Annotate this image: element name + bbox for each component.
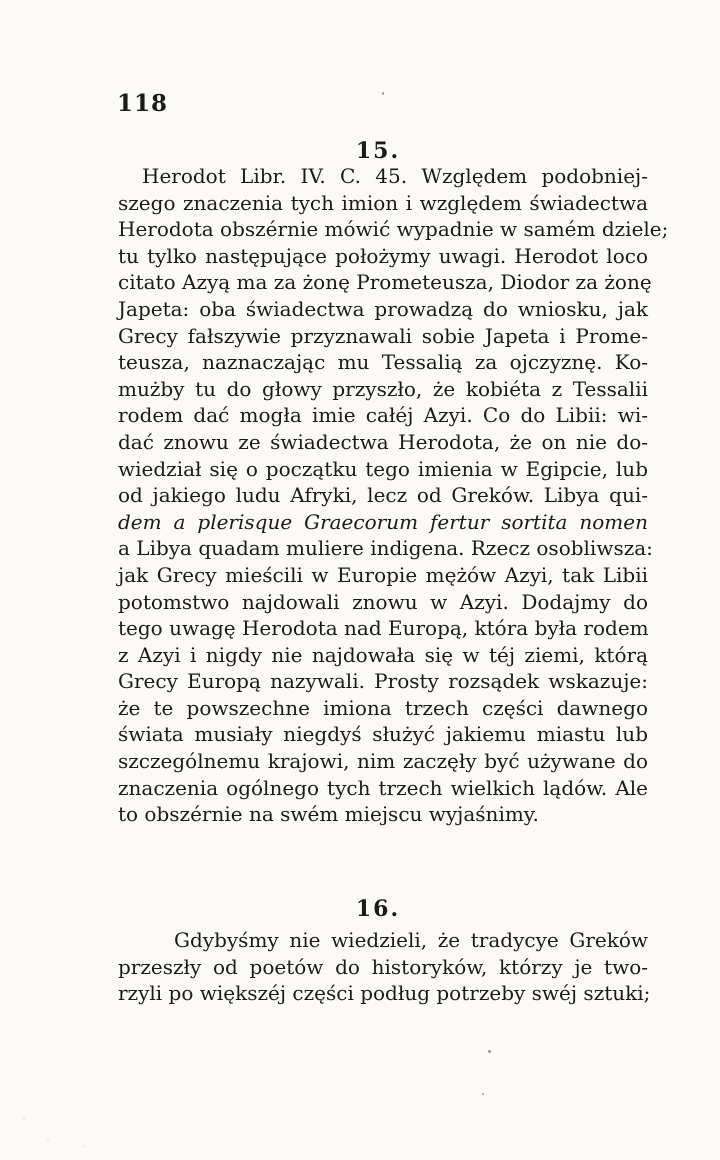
text-line: Grecy fałszywie przyznawali sobie Japeta i Prome-	[118, 323, 648, 348]
text-line: jak Grecy mieścili w Europie mężów Azyi, tak Libii	[118, 562, 648, 587]
text-line: Japeta: oba świadectwa prowadzą do wniosku, jak	[118, 296, 648, 321]
text-line: a Libya quadam muliere indigena. Rzecz osobliwsza:	[118, 536, 653, 561]
page-number: 118	[117, 90, 169, 117]
section-heading-15: 15.	[355, 138, 401, 164]
text-line: dać znowu ze świadectwa Herodota, że on nie do-	[118, 429, 648, 454]
text-line: wiedział się o początku tego imienia w Egipcie, lub	[118, 456, 648, 481]
section-heading-16: 16.	[355, 896, 401, 922]
text-line: że te powszechne imiona trzech części dawnego	[118, 695, 648, 720]
text-line: rzyli po większéj części podług potrzeby swéj sztuki;	[118, 981, 651, 1006]
text-line: szczególnemu krajowi, nim zaczęły być używane do	[118, 749, 648, 774]
text-line: Gdybyśmy nie wiedzieli, że tradycye Greków	[174, 928, 648, 952]
text-line: Herodot Libr. IV. C. 45. Względem podobniej-	[142, 164, 648, 188]
ink-speck	[382, 92, 384, 95]
text-line: Herodota obszérnie mówić wypadnie w samém dziele;	[118, 217, 669, 242]
section-15-paragraph	[118, 163, 669, 828]
section-16-paragraph	[118, 927, 651, 1007]
text-line: znaczenia ogólnego tych trzech wielkich lądów. Ale	[118, 775, 648, 800]
text-line: teusza, naznaczając mu Tessalią za ojczyznę. Ko-	[118, 350, 648, 375]
text-line: citato Azyą ma za żonę Prometeusza, Diodor za żonę	[118, 270, 652, 295]
text-line: świata musiały niegdyś służyć jakiemu miastu lub	[118, 722, 648, 747]
text-line: dem a plerisque Graecorum fertur sortita nomen	[118, 509, 648, 534]
text-line: przeszły od poetów do historyków, którzy je two-	[118, 954, 648, 979]
text-line: mużby tu do głowy przyszło, że kobiéta z Tessalii	[118, 376, 648, 401]
text-line: tego uwagę Herodota nad Europą, która była rodem	[118, 616, 649, 641]
text-line: z Azyi i nigdy nie najdowała się w téj ziemi, którą	[118, 642, 648, 667]
ink-speck	[482, 1093, 484, 1095]
text-line: tu tylko następujące położymy uwagi. Herodot loco	[118, 243, 648, 268]
text-line: potomstwo najdowali znowu w Azyi. Dodajmy do	[118, 589, 648, 614]
paper-stains	[0, 1020, 120, 1160]
ink-speck	[488, 1050, 491, 1053]
text-line: Grecy Europą nazywali. Prosty rozsądek wskazuje:	[118, 669, 648, 694]
text-line: od jakiego ludu Afryki, lecz od Greków. Libya qui-	[118, 483, 648, 508]
text-line: to obszérnie na swém miejscu wyjaśnimy.	[118, 802, 539, 827]
text-line: rodem dać mogła imie całéj Azyi. Co do Libii: wi-	[118, 403, 648, 428]
text-line: szego znaczenia tych imion i względem świadectwa	[118, 190, 648, 215]
